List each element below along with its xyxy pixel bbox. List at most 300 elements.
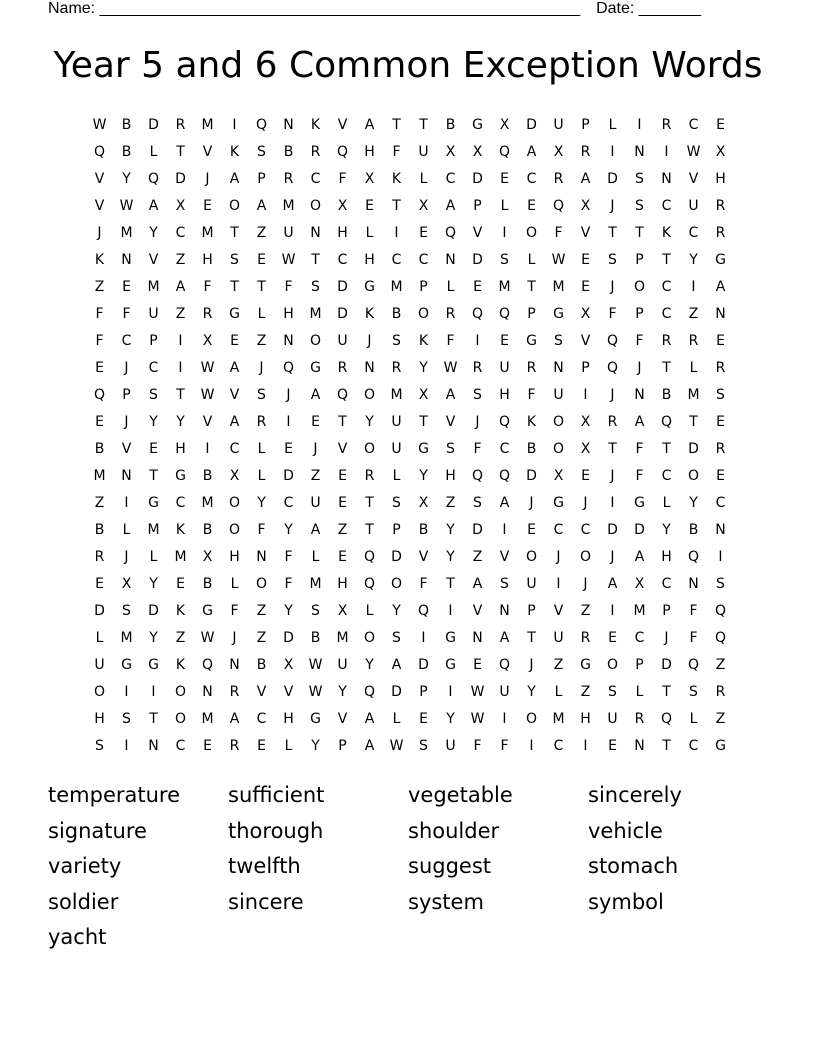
grid-letter: D — [607, 522, 618, 538]
grid-letter: R — [634, 711, 645, 727]
grid-letter: I — [610, 603, 615, 619]
grid-letter: Y — [419, 468, 428, 484]
grid-letter: J — [232, 630, 237, 646]
grid-letter: A — [310, 387, 321, 403]
grid-letter: T — [608, 441, 617, 457]
grid-letter: S — [311, 279, 320, 295]
grid-letter: E — [203, 738, 212, 754]
grid-letter: G — [715, 738, 726, 754]
grid-letter: T — [392, 198, 401, 214]
grid-letter: R — [364, 468, 375, 484]
grid-letter: O — [228, 522, 241, 538]
grid-letter: C — [553, 738, 564, 754]
grid-letter: G — [553, 306, 564, 322]
grid-letter: S — [608, 252, 617, 268]
grid-letter: I — [124, 495, 129, 511]
grid-letter: L — [284, 738, 293, 754]
grid-letter: G — [580, 657, 591, 673]
grid-letter: F — [689, 603, 698, 619]
grid-letter: F — [500, 738, 509, 754]
grid-letter: S — [149, 387, 158, 403]
grid-letter: T — [608, 225, 617, 241]
grid-letter: I — [556, 576, 561, 592]
grid-letter: Q — [471, 306, 484, 322]
grid-letter: U — [337, 657, 348, 673]
grid-letter: E — [338, 549, 347, 565]
grid-letter: W — [200, 360, 215, 376]
grid-letter: L — [257, 306, 266, 322]
grid-letter: J — [313, 441, 318, 457]
grid-letter: I — [502, 225, 507, 241]
grid-letter: F — [122, 306, 131, 322]
grid-letter: D — [94, 603, 105, 619]
grid-letter: E — [338, 468, 347, 484]
grid-letter: Q — [687, 549, 700, 565]
grid-letter: K — [526, 414, 537, 430]
grid-letter: F — [689, 630, 698, 646]
grid-letter: N — [688, 576, 699, 592]
grid-letter: Z — [94, 495, 105, 511]
grid-letter: J — [529, 495, 534, 511]
grid-letter: F — [284, 279, 293, 295]
grid-letter: D — [391, 684, 402, 700]
grid-row — [86, 247, 734, 274]
grid-letter: J — [529, 657, 534, 673]
grid-letter: G — [148, 657, 159, 673]
grid-letter: D — [391, 549, 402, 565]
grid-letter: A — [607, 576, 618, 592]
grid-letter: R — [688, 333, 699, 349]
grid-letter: G — [526, 333, 537, 349]
grid-letter: R — [94, 549, 105, 565]
grid-letter: N — [310, 225, 321, 241]
grid-letter: N — [148, 738, 159, 754]
grid-letter: S — [716, 387, 725, 403]
grid-letter: W — [686, 144, 701, 160]
grid-letter: Y — [365, 657, 374, 673]
grid-letter: M — [201, 117, 214, 133]
grid-letter: N — [634, 738, 645, 754]
grid-row — [86, 652, 734, 679]
grid-letter: W — [551, 252, 566, 268]
grid-letter: B — [94, 441, 105, 457]
grid-letter: W — [92, 117, 107, 133]
grid-letter: S — [473, 387, 482, 403]
grid-letter: K — [175, 657, 186, 673]
grid-letter: F — [473, 441, 482, 457]
grid-row — [86, 409, 734, 436]
grid-letter: Z — [553, 657, 564, 673]
grid-letter: C — [661, 279, 672, 295]
grid-letter: R — [256, 414, 267, 430]
grid-letter: X — [553, 144, 564, 160]
grid-row — [86, 517, 734, 544]
grid-letter: V — [553, 603, 564, 619]
grid-letter: P — [527, 306, 536, 322]
grid-letter: D — [472, 171, 483, 187]
grid-letter: R — [445, 306, 456, 322]
grid-letter: Q — [282, 360, 295, 376]
grid-letter: E — [338, 495, 347, 511]
grid-letter: Y — [446, 549, 455, 565]
grid-letter: W — [443, 360, 458, 376]
grid-letter: U — [391, 441, 402, 457]
grid-letter: B — [283, 144, 294, 160]
grid-letter: V — [202, 414, 213, 430]
grid-letter: D — [472, 522, 483, 538]
grid-letter: Y — [284, 603, 293, 619]
grid-letter: R — [715, 441, 726, 457]
grid-row — [86, 706, 734, 733]
grid-letter: K — [661, 225, 672, 241]
grid-letter: H — [661, 549, 672, 565]
grid-letter: S — [392, 333, 401, 349]
grid-letter: C — [175, 225, 186, 241]
grid-letter: T — [230, 225, 239, 241]
grid-letter: I — [178, 360, 183, 376]
grid-letter: L — [635, 684, 644, 700]
grid-letter: V — [580, 333, 591, 349]
grid-letter: E — [527, 198, 536, 214]
grid-letter: V — [337, 117, 348, 133]
grid-letter: E — [257, 252, 266, 268]
grid-letter: D — [526, 117, 537, 133]
grid-letter: N — [661, 171, 672, 187]
grid-letter: Q — [606, 360, 619, 376]
grid-letter: E — [716, 333, 725, 349]
grid-letter: P — [338, 738, 347, 754]
grid-letter: X — [229, 468, 240, 484]
grid-letter: J — [286, 387, 291, 403]
grid-letter: P — [662, 603, 671, 619]
grid-letter: G — [634, 495, 645, 511]
grid-letter: Q — [714, 630, 727, 646]
grid-letter: H — [94, 711, 105, 727]
grid-letter: Q — [498, 144, 511, 160]
grid-row — [86, 571, 734, 598]
grid-letter: T — [662, 441, 671, 457]
grid-letter: J — [475, 414, 480, 430]
grid-letter: A — [445, 198, 456, 214]
grid-letter: M — [309, 306, 322, 322]
date-field-label: Date: _______ — [596, 0, 702, 17]
grid-letter: G — [148, 495, 159, 511]
grid-letter: Y — [338, 684, 347, 700]
grid-letter: Y — [284, 522, 293, 538]
grid-letter: B — [445, 117, 456, 133]
grid-letter: C — [148, 360, 159, 376]
grid-letter: C — [580, 522, 591, 538]
grid-letter: E — [473, 657, 482, 673]
grid-letter: Z — [175, 252, 186, 268]
grid-letter: I — [124, 684, 129, 700]
grid-letter: U — [553, 117, 564, 133]
grid-letter: K — [391, 171, 402, 187]
grid-letter: J — [556, 549, 561, 565]
grid-letter: A — [229, 360, 240, 376]
word-list-item: thorough — [228, 818, 324, 843]
grid-row — [86, 436, 734, 463]
grid-letter: L — [527, 252, 536, 268]
grid-letter: R — [607, 414, 618, 430]
grid-letter: A — [229, 171, 240, 187]
word-list-item: shoulder — [408, 818, 500, 843]
grid-letter: Z — [715, 657, 726, 673]
grid-letter: B — [121, 117, 132, 133]
grid-letter: U — [337, 333, 348, 349]
grid-letter: A — [229, 414, 240, 430]
grid-letter: F — [338, 171, 347, 187]
grid-letter: R — [553, 171, 564, 187]
grid-letter: H — [175, 441, 186, 457]
grid-letter: Y — [446, 711, 455, 727]
grid-letter: T — [149, 711, 158, 727]
grid-letter: D — [472, 252, 483, 268]
grid-letter: F — [635, 333, 644, 349]
grid-letter: X — [553, 468, 564, 484]
grid-letter: E — [95, 414, 104, 430]
grid-letter: X — [418, 198, 429, 214]
grid-letter: M — [174, 549, 187, 565]
grid-letter: E — [500, 171, 509, 187]
grid-letter: P — [122, 387, 131, 403]
grid-letter: S — [257, 144, 266, 160]
grid-row — [86, 166, 734, 193]
grid-letter: M — [498, 279, 511, 295]
grid-letter: H — [229, 549, 240, 565]
grid-letter: K — [229, 144, 240, 160]
grid-letter: W — [470, 684, 485, 700]
grid-letter: S — [608, 684, 617, 700]
grid-letter: I — [394, 225, 399, 241]
grid-row — [86, 490, 734, 517]
grid-letter: I — [286, 414, 291, 430]
grid-letter: D — [418, 657, 429, 673]
grid-letter: V — [121, 441, 132, 457]
grid-letter: I — [475, 333, 480, 349]
grid-letter: I — [691, 279, 696, 295]
grid-letter: Q — [363, 549, 376, 565]
grid-letter: B — [661, 387, 672, 403]
grid-letter: O — [309, 333, 322, 349]
grid-letter: K — [175, 522, 186, 538]
grid-letter: W — [200, 387, 215, 403]
grid-letter: Q — [444, 225, 457, 241]
grid-letter: S — [311, 603, 320, 619]
grid-letter: Q — [471, 468, 484, 484]
grid-letter: P — [635, 252, 644, 268]
grid-letter: L — [662, 495, 671, 511]
grid-row — [86, 382, 734, 409]
grid-letter: Z — [445, 495, 456, 511]
grid-letter: N — [121, 252, 132, 268]
grid-letter: N — [256, 549, 267, 565]
grid-letter: C — [634, 630, 645, 646]
grid-letter: X — [121, 576, 132, 592]
grid-letter: O — [390, 576, 403, 592]
grid-letter: T — [149, 468, 158, 484]
grid-letter: Y — [365, 414, 374, 430]
grid-letter: R — [580, 630, 591, 646]
grid-letter: O — [687, 468, 700, 484]
grid-letter: B — [526, 441, 537, 457]
grid-letter: C — [229, 441, 240, 457]
grid-letter: X — [472, 144, 483, 160]
grid-letter: A — [148, 198, 159, 214]
grid-letter: Y — [122, 171, 131, 187]
grid-letter: C — [337, 252, 348, 268]
word-list-item: suggest — [408, 854, 492, 878]
grid-letter: R — [472, 360, 483, 376]
grid-letter: J — [259, 360, 264, 376]
grid-letter: P — [257, 171, 266, 187]
grid-letter: M — [687, 387, 700, 403]
grid-letter: S — [473, 495, 482, 511]
grid-letter: D — [283, 630, 294, 646]
grid-letter: V — [202, 144, 213, 160]
grid-letter: J — [97, 225, 102, 241]
grid-letter: R — [715, 360, 726, 376]
grid-letter: C — [175, 495, 186, 511]
grid-letter: X — [580, 441, 591, 457]
grid-letter: U — [607, 711, 618, 727]
grid-letter: B — [202, 522, 213, 538]
grid-letter: X — [580, 414, 591, 430]
grid-letter: F — [284, 576, 293, 592]
grid-letter: P — [419, 684, 428, 700]
grid-letter: Y — [527, 684, 536, 700]
grid-letter: K — [310, 117, 321, 133]
grid-letter: M — [552, 279, 565, 295]
grid-letter: T — [230, 279, 239, 295]
grid-letter: S — [122, 603, 131, 619]
grid-letter: I — [610, 495, 615, 511]
grid-letter: V — [94, 198, 105, 214]
grid-letter: V — [283, 684, 294, 700]
grid-letter: X — [337, 603, 348, 619]
grid-letter: E — [311, 414, 320, 430]
grid-letter: K — [364, 306, 375, 322]
grid-letter: M — [282, 198, 295, 214]
grid-letter: Y — [176, 414, 185, 430]
grid-letter: M — [120, 630, 133, 646]
grid-letter: F — [473, 738, 482, 754]
grid-letter: E — [149, 441, 158, 457]
grid-letter: I — [178, 333, 183, 349]
grid-letter: Q — [363, 576, 376, 592]
grid-letter: M — [552, 711, 565, 727]
grid-letter: G — [418, 441, 429, 457]
grid-letter: G — [715, 252, 726, 268]
grid-letter: U — [148, 306, 159, 322]
grid-letter: L — [95, 630, 104, 646]
grid-letter: W — [200, 630, 215, 646]
grid-letter: X — [202, 333, 213, 349]
grid-letter: T — [527, 279, 536, 295]
grid-letter: Q — [147, 171, 160, 187]
grid-letter: N — [364, 360, 375, 376]
grid-letter: D — [148, 603, 159, 619]
grid-letter: C — [661, 306, 672, 322]
grid-letter: Q — [498, 414, 511, 430]
grid-letter: K — [94, 252, 105, 268]
grid-letter: E — [581, 252, 590, 268]
grid-letter: U — [310, 495, 321, 511]
grid-letter: R — [229, 738, 240, 754]
grid-letter: Q — [498, 657, 511, 673]
grid-letter: E — [284, 441, 293, 457]
grid-letter: C — [175, 738, 186, 754]
grid-letter: N — [202, 684, 213, 700]
grid-letter: R — [337, 360, 348, 376]
grid-letter: Q — [714, 603, 727, 619]
grid-letter: H — [202, 252, 213, 268]
grid-letter: C — [688, 225, 699, 241]
grid-letter: R — [310, 144, 321, 160]
grid-letter: Y — [419, 360, 428, 376]
grid-letter: N — [553, 360, 564, 376]
word-list-item: system — [408, 889, 484, 914]
grid-letter: H — [715, 171, 726, 187]
grid-letter: I — [583, 387, 588, 403]
grid-letter: R — [175, 117, 186, 133]
grid-letter: J — [610, 279, 615, 295]
grid-letter: J — [664, 630, 669, 646]
grid-letter: M — [390, 279, 403, 295]
grid-row — [86, 274, 734, 301]
grid-letter: T — [311, 252, 320, 268]
grid-letter: U — [499, 360, 510, 376]
grid-letter: I — [151, 684, 156, 700]
grid-letter: L — [392, 468, 401, 484]
grid-letter: U — [499, 684, 510, 700]
grid-letter: C — [715, 495, 726, 511]
grid-letter: M — [120, 225, 133, 241]
grid-letter: L — [149, 549, 158, 565]
grid-row — [86, 625, 734, 652]
grid-letter: G — [472, 117, 483, 133]
grid-letter: T — [419, 414, 428, 430]
grid-letter: S — [230, 252, 239, 268]
grid-letter: N — [283, 333, 294, 349]
grid-letter: Q — [552, 198, 565, 214]
grid-letter: Z — [310, 468, 321, 484]
grid-letter: J — [367, 333, 372, 349]
grid-letter: O — [363, 387, 376, 403]
grid-letter: B — [202, 468, 213, 484]
grid-letter: Y — [689, 252, 698, 268]
grid-letter: Q — [93, 387, 106, 403]
page-title: Year 5 and 6 Common Exception Words — [53, 45, 763, 86]
grid-letter: D — [337, 279, 348, 295]
grid-letter: Q — [336, 144, 349, 160]
grid-letter: F — [95, 333, 104, 349]
grid-letter: O — [363, 630, 376, 646]
grid-letter: E — [608, 630, 617, 646]
grid-letter: D — [526, 468, 537, 484]
grid-letter: D — [175, 171, 186, 187]
grid-letter: R — [715, 684, 726, 700]
grid-letter: O — [552, 414, 565, 430]
grid-letter: C — [310, 171, 321, 187]
grid-letter: S — [635, 171, 644, 187]
grid-letter: F — [419, 576, 428, 592]
grid-letter: S — [689, 684, 698, 700]
grid-letter: V — [148, 252, 159, 268]
grid-letter: C — [661, 198, 672, 214]
grid-letter: E — [257, 738, 266, 754]
grid-letter: S — [419, 738, 428, 754]
